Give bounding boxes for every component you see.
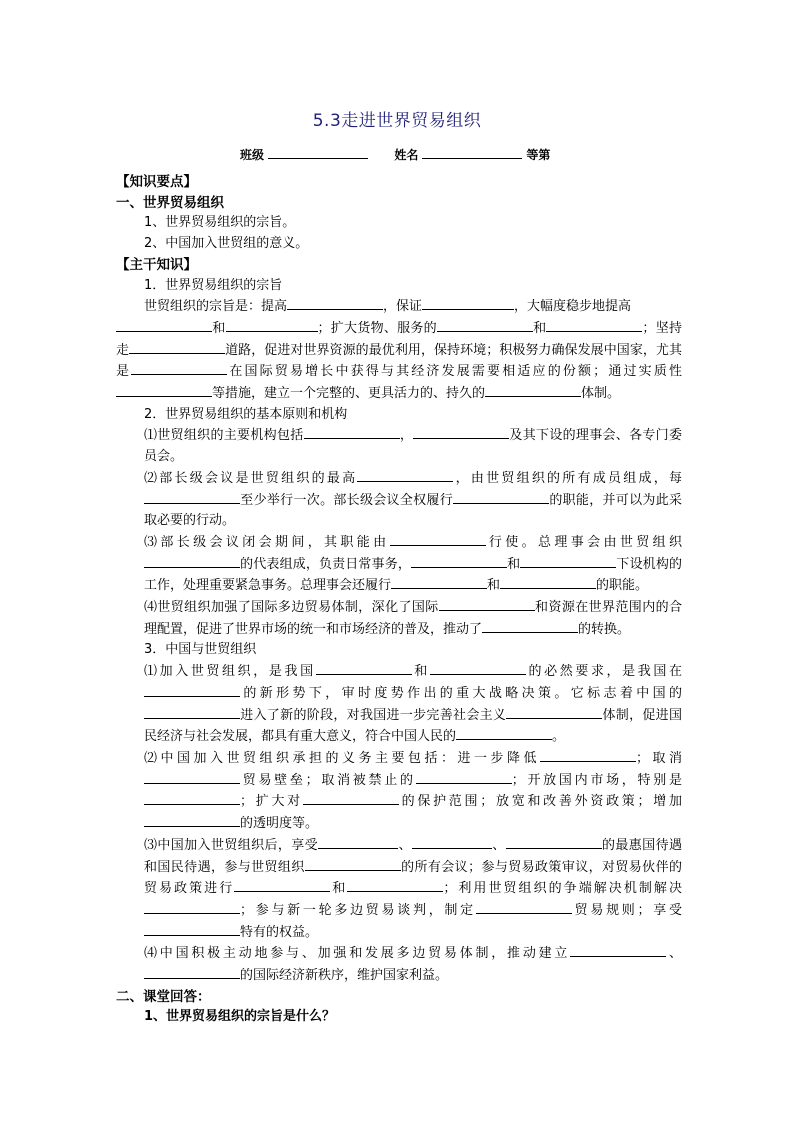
fill-blank[interactable] xyxy=(144,791,240,805)
paragraph-3b: ⑵中国加入世贸组织承担的义务主要包括：进一步降低 ；取消贸易壁垒；取消被禁止的 ；开放国内市场，特别是；扩大对 的保护范围；放宽和改善外资政策；增加的透明度等。 xyxy=(116,748,682,835)
fill-blank[interactable] xyxy=(116,383,212,397)
fill-blank[interactable] xyxy=(546,318,642,332)
fill-blank[interactable] xyxy=(144,900,240,914)
fill-blank[interactable] xyxy=(305,857,401,871)
fill-blank[interactable] xyxy=(439,597,535,611)
fill-blank[interactable] xyxy=(144,554,240,568)
class-label: 班级 xyxy=(240,148,265,162)
fill-blank[interactable] xyxy=(318,835,398,849)
question-1: 1、世界贸易组织的宗旨是什么？ xyxy=(144,1009,336,1025)
paragraph-3a: ⑴加入世贸组织，是我国 和 的必然要求，是我国在的新形势下，审时度势作出的重大战略决策。它标志着中国的进入了新的阶段，对我国进一步完善社会主义 体制，促进国民经济与社会发展，都具有重大意义，符合中国人民的 。 xyxy=(116,661,682,748)
fill-blank[interactable] xyxy=(144,922,240,936)
fill-blank[interactable] xyxy=(476,900,572,914)
fill-blank[interactable] xyxy=(144,965,240,979)
fill-blank[interactable] xyxy=(287,296,383,310)
fill-blank[interactable] xyxy=(485,383,581,397)
main-knowledge-header: 【主干知识】 xyxy=(116,256,197,273)
fill-blank[interactable] xyxy=(116,318,212,332)
fill-blank[interactable] xyxy=(391,575,487,589)
page-title: 5.3走进世界贸易组织 xyxy=(312,111,482,131)
fill-blank[interactable] xyxy=(357,468,453,482)
subsection-2-title: 2．世界贸易组织的基本原则和机构 xyxy=(144,406,348,422)
name-blank[interactable] xyxy=(422,147,522,159)
fill-blank[interactable] xyxy=(500,575,596,589)
fill-blank[interactable] xyxy=(506,835,602,849)
paragraph-3d: ⑷中国积极主动地参与、加强和发展多边贸易体制，推动建立 、的国际经济新秩序，维护国家利益。 xyxy=(116,943,682,986)
paragraph-2b: ⑵部长级会议是世贸组织的最高 ，由世贸组织的所有成员组成，每至少举行一次。部长级会议全权履行 的职能，并可以为此采取必要的行动。 xyxy=(116,468,682,532)
fill-blank[interactable] xyxy=(456,726,552,740)
paragraph-2c: ⑶部长级会议闭会期间，其职能由 行使。总理事会由世贸组织的代表组成，负责日常事务， 和 下设机构的工作，处理重要紧急事务。总理事会还履行 和 的职能。 xyxy=(116,532,682,597)
fill-blank[interactable] xyxy=(347,878,443,892)
fill-blank[interactable] xyxy=(570,943,666,957)
worksheet-body xyxy=(116,172,682,1028)
student-info-line xyxy=(240,146,550,163)
fill-blank[interactable] xyxy=(412,835,492,849)
paragraph-2a: ⑴世贸组织的主要机构包括 ， 及其下设的理事会、各专门委员会。 xyxy=(116,425,682,467)
paragraph-purpose: 世贸组织的宗旨是：提高 ，保证 ，大幅度稳步地提高 xyxy=(116,296,682,318)
fill-blank[interactable] xyxy=(520,554,616,568)
fill-blank[interactable] xyxy=(144,813,240,827)
fill-blank[interactable] xyxy=(482,619,578,633)
section-1-title: 一、世界贸易组织 xyxy=(116,194,224,211)
fill-blank[interactable] xyxy=(540,748,636,762)
fill-blank[interactable] xyxy=(131,361,227,375)
fill-blank[interactable] xyxy=(144,705,240,719)
fill-blank[interactable] xyxy=(226,318,318,332)
fill-blank[interactable] xyxy=(430,661,526,675)
fill-blank[interactable] xyxy=(416,770,512,784)
fill-blank[interactable] xyxy=(144,490,240,504)
subsection-1-title: 1．世界贸易组织的宗旨 xyxy=(144,277,283,293)
fill-blank[interactable] xyxy=(422,296,514,310)
paragraph-2d: ⑷世贸组织加强了国际多边贸易体制，深化了国际 和资源在世界范围内的合理配置，促进了世界市场的统一和市场经济的普及，推动了 的转换。 xyxy=(116,597,682,640)
fill-blank[interactable] xyxy=(437,318,533,332)
fill-blank[interactable] xyxy=(316,661,412,675)
section-2-title: 二、课堂回答： xyxy=(116,988,211,1005)
subsection-3-title: 3．中国与世贸组织 xyxy=(144,642,257,658)
fill-blank[interactable] xyxy=(413,425,509,439)
fill-blank[interactable] xyxy=(129,340,225,354)
fill-blank[interactable] xyxy=(234,878,330,892)
fill-blank[interactable] xyxy=(390,532,486,546)
fill-blank[interactable] xyxy=(144,683,240,697)
fill-blank[interactable] xyxy=(303,791,399,805)
class-blank[interactable] xyxy=(268,147,368,159)
paragraph-purpose-cont: 和 ；扩大货物、服务的 和 ；坚持走 道路，促进对世界资源的最优利用，保持环境；积极努力确保发展中国家，尤其是 在国际贸易增长中获得与其经济发展需要相适应的份额；通过实质性等措施，建立一个完整的、更具活力的、持久的 体制。 xyxy=(116,318,682,405)
fill-blank[interactable] xyxy=(144,770,240,784)
knowledge-points-header: 【知识要点】 xyxy=(116,174,197,190)
fill-blank[interactable] xyxy=(453,490,549,504)
paragraph-3c: ⑶中国加入世贸组织后，享受 、 、 的最惠国待遇和国民待遇，参与世贸组织 的所有会议；参与贸易政策审议，对贸易伙伴的贸易政策进行 和 ；利用世贸组织的争端解决机制解决；参与新一轮多边贸易谈判，制定 贸易规则；享受特有的权益。 xyxy=(116,835,682,944)
fill-blank[interactable] xyxy=(304,425,400,439)
name-label: 姓名 xyxy=(394,148,419,162)
list-item: 1、世界贸易组织的宗旨。 xyxy=(144,215,296,231)
list-item: 2、中国加入世贸组的意义。 xyxy=(144,236,309,252)
fill-blank[interactable] xyxy=(411,554,507,568)
grade-label: 等第 xyxy=(526,148,551,162)
fill-blank[interactable] xyxy=(506,705,602,719)
